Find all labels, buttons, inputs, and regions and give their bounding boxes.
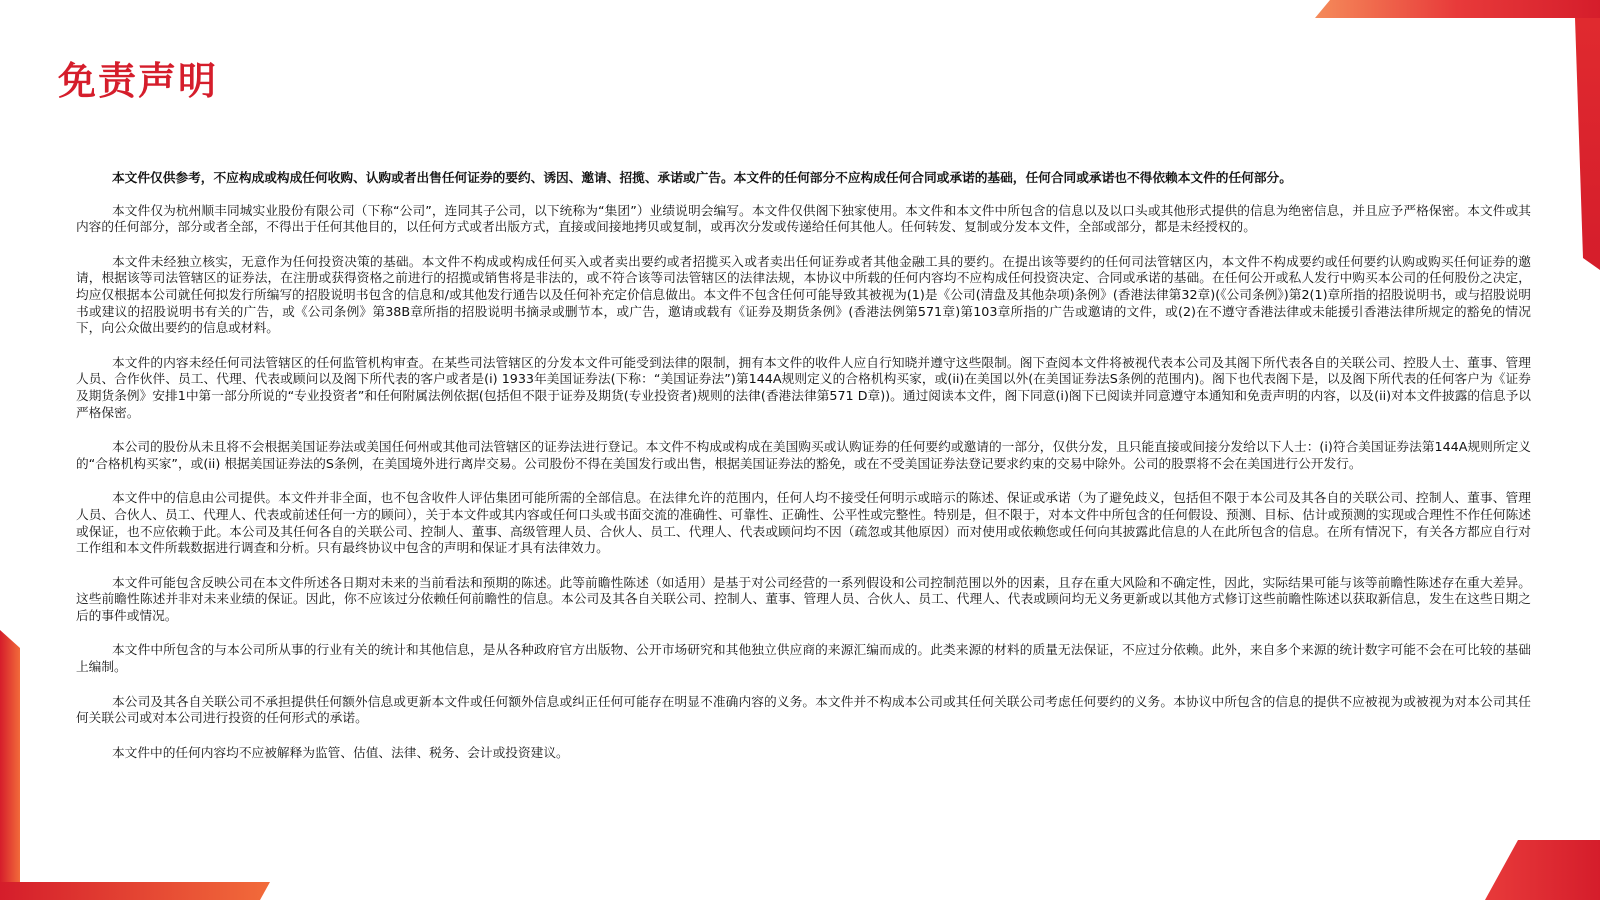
- disclaimer-paragraph-lead: 本文件仅供参考，不应构成或构成任何收购、认购或者出售任何证券的要约、诱因、邀请、招揽、承诺或广告。本文件的任何部分不应构成任何合同或承诺的基础，任何合同或承诺也不得依赖本文件的任何部分。: [112, 170, 1292, 185]
- page-title: 免责声明: [58, 59, 219, 103]
- disclaimer-paragraph: 本文件仅为杭州顺丰同城实业股份有限公司（下称“公司”，连同其子公司，以下统称为“集团”）业绩说明会编写。本文件仅供阁下独家使用。本文件和本文件中所包含的信息以及以口头或其他形式提供的信息为绝密信息，并且应予严格保密。本文件或其内容的任何部分，部分或者全部，不得出于任何其他目的，以任何方式或者出版方式，直接或间接地拷贝或复制，或再次分发或传递给任何其他人。任何转发、复制或分发本文件，全部或部分，都是未经授权的。: [76, 202, 1531, 235]
- disclaimer-paragraph: 本文件的内容未经任何司法管辖区的任何监管机构审查。在某些司法管辖区的分发本文件可能受到法律的限制，拥有本文件的收件人应自行知晓并遵守这些限制。阁下查阅本文件将被视代表本公司及其阁下所代表各自的关联公司、控股人士、董事、管理人员、合作伙伴、员工、代理、代表或顾问以及阁下所代表的客户或者是(i) 1933年美国证券法(下称：“美国证券法”)第144A规则定义的合格机构买家，或(ii)在美国以外(在美国证券法S条例的范围内)。阁下也代表阁下是，以及阁下所代表的任何客户为《证券及期货条例》安排1中第一部分所说的“专业投资者”和任何附属法例依据(包括但不限于证券及期货(专业投资者)规则的法律(香港法律第571 D章))。通过阅读本文件，阁下同意(i)阁下已阅读并同意遵守本通知和免责声明的内容，以及(ii)对本文件披露的信息予以严格保密。: [76, 354, 1531, 420]
- disclaimer-paragraph: 本文件中的信息由公司提供。本文件并非全面，也不包含收件人评估集团可能所需的全部信息。在法律允许的范围内，任何人均不接受任何明示或暗示的陈述、保证或承诺（为了避免歧义，包括但不限于本公司及其各自的关联公司、控制人、董事、管理人员、合伙人、员工、代理人、代表或前述任何一方的顾问），关于本文件或其内容或任何口头或书面交流的准确性、可靠性、正确性、公平性或完整性。特别是，但不限于，对本文件中所包含的任何假设、预测、目标、估计或预测的实现或合理性不作任何陈述或保证，也不应依赖于此。本公司及其任何各自的关联公司、控制人、董事、高级管理人员、合伙人、员工、代理人、代表或顾问均不因（疏忽或其他原因）而对使用或依赖您或任何向其披露此信息的人在此所包含的信息。在所有情况下，有关各方都应自行对工作组和本文件所载数据进行调查和分析。只有最终协议中包含的声明和保证才具有法律效力。: [76, 490, 1531, 556]
- disclaimer-paragraph: 本公司及其各自关联公司不承担提供任何额外信息或更新本文件或任何额外信息或纠正任何可能存在明显不准确内容的义务。本文件并不构成本公司或其任何关联公司考虑任何要约的义务。本协议中所包含的信息的提供不应被视为或被视为对本公司其任何关联公司或对本公司进行投资的任何形式的承诺。: [76, 693, 1531, 726]
- disclaimer-paragraph: 本文件可能包含反映公司在本文件所述各日期对未来的当前看法和预期的陈述。此等前瞻性陈述（如适用）是基于对公司经营的一系列假设和公司控制范围以外的因素，且存在重大风险和不确定性，因此，实际结果可能与该等前瞻性陈述存在重大差异。这些前瞻性陈述并非对未来业绩的保证。因此，你不应该过分依赖任何前瞻性的信息。本公司及其各自关联公司、控制人、董事、管理人员、合伙人、员工、代理人、代表或顾问均无义务更新或以其他方式修订这些前瞻性陈述以获取新信息，发生在这些日期之后的事件或情况。: [76, 574, 1531, 623]
- disclaimer-body: [76, 170, 1531, 779]
- disclaimer-paragraph: 本文件未经独立核实，无意作为任何投资决策的基础。本文件不构成或构成任何买入或者卖出要约或者招揽买入或者卖出任何证券或者其他金融工具的要约。在提出该等要约的任何司法管辖区内，本文件不构成要约或任何要约认购或购买任何证券的邀请，根据该等司法管辖区的证券法，在注册或获得资格之前进行的招揽或销售将是非法的，或不符合该等司法管辖区的法律法规，本协议中所载的任何内容均不应构成任何投资决定、合同或承诺的基础。在任何公开或私人发行中购买本公司的任何股份之决定，均应仅根据本公司就任何拟发行所编写的招股说明书包含的信息和/或其他发行通告以及任何补充定价信息做出。本文件不包含任何可能导致其被视为(1)是《公司(清盘及其他杂项)条例》(香港法律第32章)(《公司条例》)第2(1)章所指的招股说明书，或与招股说明书或建议的招股说明书有关的广告，或《公司条例》第38B章所指的招股说明书摘录或删节本，或广告，邀请或载有《证券及期货条例》(香港法例第571章)第103章所指的广告或邀请的文件，或(2)在不遵守香港法律或未能援引香港法律所规定的豁免的情况下，向公众做出要约的信息或材料。: [76, 253, 1531, 336]
- disclaimer-paragraph: 本文件中所包含的与本公司所从事的行业有关的统计和其他信息，是从各种政府官方出版物、公开市场研究和其他独立供应商的来源汇编而成的。此类来源的材料的质量无法保证，不应过分依赖。此外，来自多个来源的统计数字可能不会在可比较的基础上编制。: [76, 642, 1531, 675]
- disclaimer-paragraph: 本公司的股份从未且将不会根据美国证券法或美国任何州或其他司法管辖区的证券法进行登记。本文件不构成或构成在美国购买或认购证券的任何要约或邀请的一部分，仅供分发，且只能直接或间接分发给以下人士：(i)符合美国证券法第144A规则所定义的“合格机构买家”，或(ii) 根据美国证券法的S条例，在美国境外进行离岸交易。公司股份不得在美国发行或出售，根据美国证券法的豁免，或在不受美国证券法登记要求约束的交易中除外。公司的股票将不会在美国进行公开发行。: [76, 439, 1531, 471]
- disclaimer-paragraph: 本文件中的任何内容均不应被解释为监管、估值、法律、税务、会计或投资建议。: [112, 744, 569, 760]
